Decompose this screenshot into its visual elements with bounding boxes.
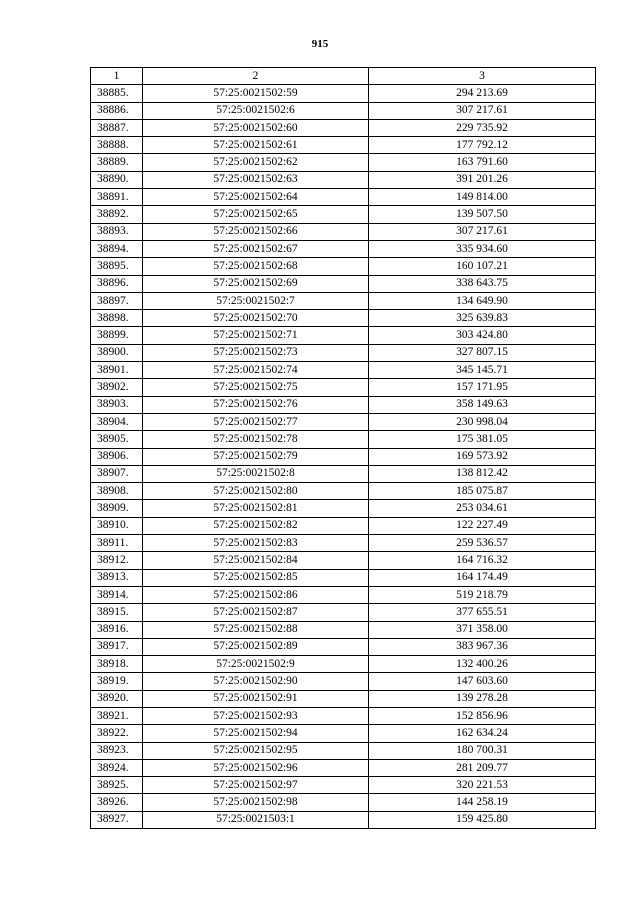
cadastral-number: 57:25:0021502:60: [143, 119, 369, 136]
row-number: 38924.: [91, 759, 143, 776]
row-number: 38907.: [91, 465, 143, 482]
cadastral-value: 383 967.36: [369, 638, 596, 655]
cadastral-value: 157 171.95: [369, 379, 596, 396]
row-number: 38905.: [91, 431, 143, 448]
table-row: [91, 431, 596, 448]
cadastral-number: 57:25:0021502:97: [143, 777, 369, 794]
table-row: [91, 189, 596, 206]
cadastral-number: 57:25:0021502:68: [143, 258, 369, 275]
cadastral-value: 134 649.90: [369, 292, 596, 309]
cadastral-number: 57:25:0021502:8: [143, 465, 369, 482]
table-row: [91, 742, 596, 759]
table-row: [91, 535, 596, 552]
table-row: [91, 413, 596, 430]
cadastral-number: 57:25:0021502:95: [143, 742, 369, 759]
cadastral-value: 358 149.63: [369, 396, 596, 413]
cadastral-value: 152 856.96: [369, 707, 596, 724]
cadastral-number: 57:25:0021502:64: [143, 189, 369, 206]
cadastral-number: 57:25:0021502:91: [143, 690, 369, 707]
cadastral-value: 149 814.00: [369, 189, 596, 206]
table-body: [91, 85, 596, 829]
cadastral-number: 57:25:0021502:81: [143, 500, 369, 517]
table-row: [91, 292, 596, 309]
table-row: [91, 707, 596, 724]
cadastral-value: 294 213.69: [369, 85, 596, 102]
table-row: [91, 794, 596, 811]
table-row: [91, 171, 596, 188]
row-number: 38913.: [91, 569, 143, 586]
cadastral-number: 57:25:0021502:96: [143, 759, 369, 776]
cadastral-value: 377 655.51: [369, 604, 596, 621]
cadastral-value: 325 639.83: [369, 310, 596, 327]
cadastral-number: 57:25:0021502:93: [143, 707, 369, 724]
row-number: 38901.: [91, 362, 143, 379]
cadastral-number: 57:25:0021502:61: [143, 137, 369, 154]
cadastral-number: 57:25:0021502:63: [143, 171, 369, 188]
table-row: [91, 811, 596, 828]
table-row: [91, 137, 596, 154]
cadastral-value: 169 573.92: [369, 448, 596, 465]
table-row: [91, 448, 596, 465]
cadastral-number: 57:25:0021502:78: [143, 431, 369, 448]
cadastral-value: 307 217.61: [369, 102, 596, 119]
table-row: [91, 656, 596, 673]
cadastral-number: 57:25:0021502:67: [143, 240, 369, 257]
table-row: [91, 690, 596, 707]
cadastral-value: 162 634.24: [369, 725, 596, 742]
cadastral-value: 147 603.60: [369, 673, 596, 690]
table-row: [91, 759, 596, 776]
cadastral-value: 164 716.32: [369, 552, 596, 569]
cadastral-value: 163 791.60: [369, 154, 596, 171]
row-number: 38890.: [91, 171, 143, 188]
cadastral-number: 57:25:0021502:7: [143, 292, 369, 309]
cadastral-number: 57:25:0021502:80: [143, 483, 369, 500]
row-number: 38917.: [91, 638, 143, 655]
row-number: 38893.: [91, 223, 143, 240]
row-number: 38910.: [91, 517, 143, 534]
header-row: [91, 68, 596, 85]
cadastral-number: 57:25:0021502:65: [143, 206, 369, 223]
cadastral-value: 327 807.15: [369, 344, 596, 361]
cadastral-value: 139 507.50: [369, 206, 596, 223]
row-number: 38888.: [91, 137, 143, 154]
table-row: [91, 85, 596, 102]
cadastral-value: 180 700.31: [369, 742, 596, 759]
row-number: 38925.: [91, 777, 143, 794]
table-row: [91, 638, 596, 655]
row-number: 38887.: [91, 119, 143, 136]
cadastral-number: 57:25:0021502:79: [143, 448, 369, 465]
table-row: [91, 102, 596, 119]
cadastral-number: 57:25:0021502:71: [143, 327, 369, 344]
table-row: [91, 586, 596, 603]
row-number: 38902.: [91, 379, 143, 396]
table-row: [91, 552, 596, 569]
cadastral-value: 307 217.61: [369, 223, 596, 240]
row-number: 38899.: [91, 327, 143, 344]
row-number: 38911.: [91, 535, 143, 552]
cadastral-number: 57:25:0021502:75: [143, 379, 369, 396]
row-number: 38921.: [91, 707, 143, 724]
row-number: 38908.: [91, 483, 143, 500]
row-number: 38914.: [91, 586, 143, 603]
cadastral-value: 519 218.79: [369, 586, 596, 603]
page-number: 915: [311, 38, 329, 50]
cadastral-value: 345 145.71: [369, 362, 596, 379]
table-row: [91, 673, 596, 690]
row-number: 38896.: [91, 275, 143, 292]
row-number: 38897.: [91, 292, 143, 309]
row-number: 38920.: [91, 690, 143, 707]
cadastral-number: 57:25:0021502:69: [143, 275, 369, 292]
table-row: [91, 517, 596, 534]
cadastral-number: 57:25:0021502:85: [143, 569, 369, 586]
cadastral-number: 57:25:0021502:90: [143, 673, 369, 690]
table-row: [91, 569, 596, 586]
cadastral-value: 160 107.21: [369, 258, 596, 275]
cadastral-number: 57:25:0021502:62: [143, 154, 369, 171]
cadastral-number: 57:25:0021503:1: [143, 811, 369, 828]
table-row: [91, 154, 596, 171]
cadastral-value: 303 424.80: [369, 327, 596, 344]
cadastral-number: 57:25:0021502:76: [143, 396, 369, 413]
cadastral-number: 57:25:0021502:94: [143, 725, 369, 742]
table-row: [91, 379, 596, 396]
cadastral-value: 185 075.87: [369, 483, 596, 500]
cadastral-value: 253 034.61: [369, 500, 596, 517]
table-row: [91, 275, 596, 292]
row-number: 38894.: [91, 240, 143, 257]
table-row: [91, 604, 596, 621]
table-row: [91, 310, 596, 327]
row-number: 38885.: [91, 85, 143, 102]
table-row: [91, 465, 596, 482]
row-number: 38912.: [91, 552, 143, 569]
cadastral-number: 57:25:0021502:89: [143, 638, 369, 655]
row-number: 38886.: [91, 102, 143, 119]
cadastral-value: 335 934.60: [369, 240, 596, 257]
row-number: 38923.: [91, 742, 143, 759]
cadastral-number: 57:25:0021502:9: [143, 656, 369, 673]
cadastral-value: 132 400.26: [369, 656, 596, 673]
header-col-2: 2: [143, 68, 369, 85]
row-number: 38919.: [91, 673, 143, 690]
row-number: 38909.: [91, 500, 143, 517]
row-number: 38889.: [91, 154, 143, 171]
cadastral-value: 144 258.19: [369, 794, 596, 811]
table-row: [91, 777, 596, 794]
table-row: [91, 119, 596, 136]
cadastral-number: 57:25:0021502:77: [143, 413, 369, 430]
row-number: 38892.: [91, 206, 143, 223]
cadastral-number: 57:25:0021502:73: [143, 344, 369, 361]
row-number: 38926.: [91, 794, 143, 811]
cadastral-value: 229 735.92: [369, 119, 596, 136]
table-row: [91, 206, 596, 223]
row-number: 38918.: [91, 656, 143, 673]
cadastral-number: 57:25:0021502:83: [143, 535, 369, 552]
row-number: 38906.: [91, 448, 143, 465]
cadastral-number: 57:25:0021502:98: [143, 794, 369, 811]
table-row: [91, 223, 596, 240]
cadastral-number: 57:25:0021502:87: [143, 604, 369, 621]
row-number: 38916.: [91, 621, 143, 638]
cadastral-value: 164 174.49: [369, 569, 596, 586]
cadastral-number: 57:25:0021502:82: [143, 517, 369, 534]
cadastral-value: 159 425.80: [369, 811, 596, 828]
header-col-3: 3: [369, 68, 596, 85]
header-col-1: 1: [91, 68, 143, 85]
table-row: [91, 344, 596, 361]
cadastral-value: 259 536.57: [369, 535, 596, 552]
cadastral-value: 281 209.77: [369, 759, 596, 776]
row-number: 38915.: [91, 604, 143, 621]
cadastral-number: 57:25:0021502:59: [143, 85, 369, 102]
row-number: 38904.: [91, 413, 143, 430]
cadastral-number: 57:25:0021502:86: [143, 586, 369, 603]
row-number: 38900.: [91, 344, 143, 361]
cadastral-number: 57:25:0021502:88: [143, 621, 369, 638]
cadastral-number: 57:25:0021502:66: [143, 223, 369, 240]
table-header: [91, 68, 596, 85]
cadastral-value: 139 278.28: [369, 690, 596, 707]
cadastral-value: 175 381.05: [369, 431, 596, 448]
cadastral-number: 57:25:0021502:84: [143, 552, 369, 569]
cadastral-value: 230 998.04: [369, 413, 596, 430]
cadastral-number: 57:25:0021502:70: [143, 310, 369, 327]
cadastral-value: 371 358.00: [369, 621, 596, 638]
table-row: [91, 362, 596, 379]
table-row: [91, 396, 596, 413]
table-row: [91, 258, 596, 275]
row-number: 38891.: [91, 189, 143, 206]
cadastral-value: 138 812.42: [369, 465, 596, 482]
row-number: 38927.: [91, 811, 143, 828]
cadastral-value: 320 221.53: [369, 777, 596, 794]
table-row: [91, 240, 596, 257]
cadastral-value: 338 643.75: [369, 275, 596, 292]
row-number: 38903.: [91, 396, 143, 413]
cadastral-value: 391 201.26: [369, 171, 596, 188]
row-number: 38898.: [91, 310, 143, 327]
cadastral-number: 57:25:0021502:6: [143, 102, 369, 119]
row-number: 38922.: [91, 725, 143, 742]
table-row: [91, 621, 596, 638]
table-row: [91, 500, 596, 517]
table-row: [91, 327, 596, 344]
cadastral-number: 57:25:0021502:74: [143, 362, 369, 379]
table-row: [91, 483, 596, 500]
table-row: [91, 725, 596, 742]
registry-table: [90, 67, 596, 829]
cadastral-value: 177 792.12: [369, 137, 596, 154]
row-number: 38895.: [91, 258, 143, 275]
cadastral-value: 122 227.49: [369, 517, 596, 534]
